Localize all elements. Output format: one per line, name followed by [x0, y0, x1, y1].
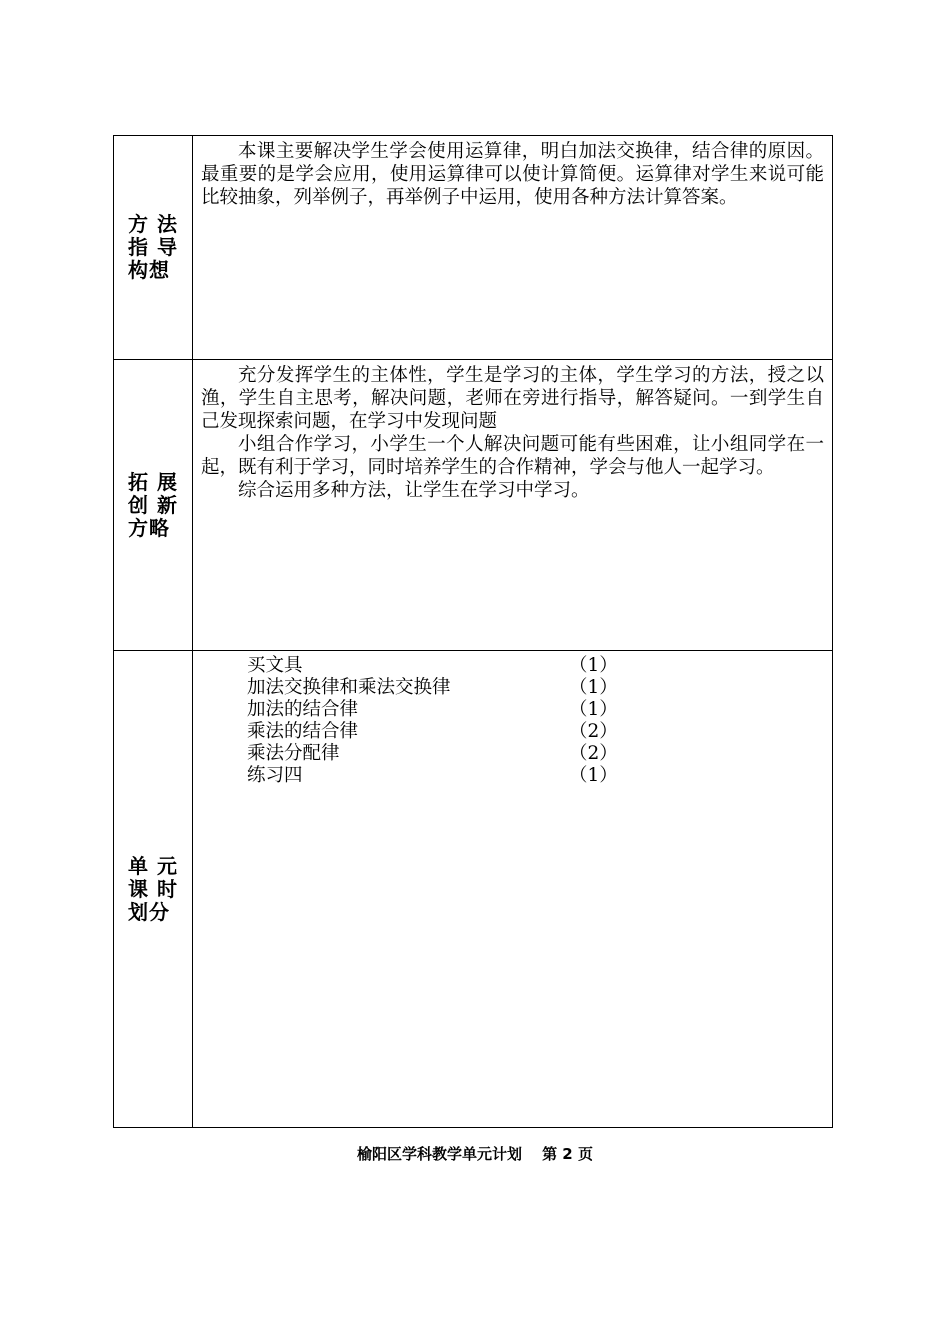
row-label [128, 471, 178, 540]
lesson-name: 乘法分配律 [247, 743, 340, 764]
paragraph: 充分发挥学生的主体性，学生是学习的主体，学生学习的方法，授之以渔，学生自主思考，解决问题，老师在旁进行指导，解答疑问。一到学生自己发现探索问题，在学习中发现问题 [201, 365, 824, 432]
label-line: 指 导 [128, 235, 178, 259]
row-content-cell [193, 651, 833, 1128]
lesson-hours: （2） [569, 743, 618, 764]
paragraph: 本课主要解决学生学会使用运算律，明白加法交换律，结合律的原因。最重要的是学会应用，使用运算律可以使计算简便。运算律对学生来说可能比较抽象，列举例子，再举例子中运用，使用各种方法计算答案。 [201, 141, 824, 208]
label-line: 创 新 [128, 492, 178, 517]
lesson-name: 乘法的结合律 [247, 721, 359, 742]
row-label-cell [114, 136, 193, 360]
lesson-hours: （1） [569, 655, 618, 676]
table-row [114, 136, 833, 360]
row-content-cell [193, 360, 833, 651]
table-row [114, 651, 833, 1128]
list-item [247, 721, 824, 743]
lesson-hours: （2） [569, 721, 618, 742]
row-label-cell [114, 651, 193, 1128]
footer-title: 榆阳区学科教学单元计划 [357, 1145, 523, 1163]
row-label-cell [114, 360, 193, 651]
label-line: 方略 [128, 515, 171, 540]
row-content-cell [193, 136, 833, 360]
label-line: 拓 展 [128, 469, 178, 494]
paragraph: 小组合作学习，小学生一个人解决问题可能有些困难，让小组同学在一起，既有利于学习，同时培养学生的合作精神，学会与他人一起学习。 [201, 434, 824, 478]
row-label [128, 213, 178, 282]
list-item [247, 699, 824, 721]
lesson-hours: （1） [569, 765, 618, 786]
label-line: 构想 [128, 258, 171, 282]
list-item [247, 743, 824, 765]
label-line: 划分 [128, 899, 171, 924]
label-line: 方 法 [128, 212, 178, 236]
page-number: 第 2 页 [542, 1145, 593, 1163]
row-label [128, 855, 178, 924]
label-line: 单 元 [128, 853, 178, 878]
page-footer [0, 1143, 950, 1164]
lesson-name: 练习四 [247, 765, 303, 786]
lesson-list [201, 655, 824, 787]
lesson-name: 买文具 [247, 655, 303, 676]
unit-plan-table [113, 135, 833, 1128]
lesson-hours: （1） [569, 699, 618, 720]
list-item [247, 677, 824, 699]
lesson-hours: （1） [569, 677, 618, 698]
paragraph: 综合运用多种方法，让学生在学习中学习。 [238, 480, 590, 501]
lesson-name: 加法交换律和乘法交换律 [247, 677, 451, 698]
lesson-name: 加法的结合律 [247, 699, 359, 720]
list-item [247, 765, 824, 787]
table-row [114, 360, 833, 651]
label-line: 课 时 [128, 876, 178, 901]
list-item [247, 655, 824, 677]
